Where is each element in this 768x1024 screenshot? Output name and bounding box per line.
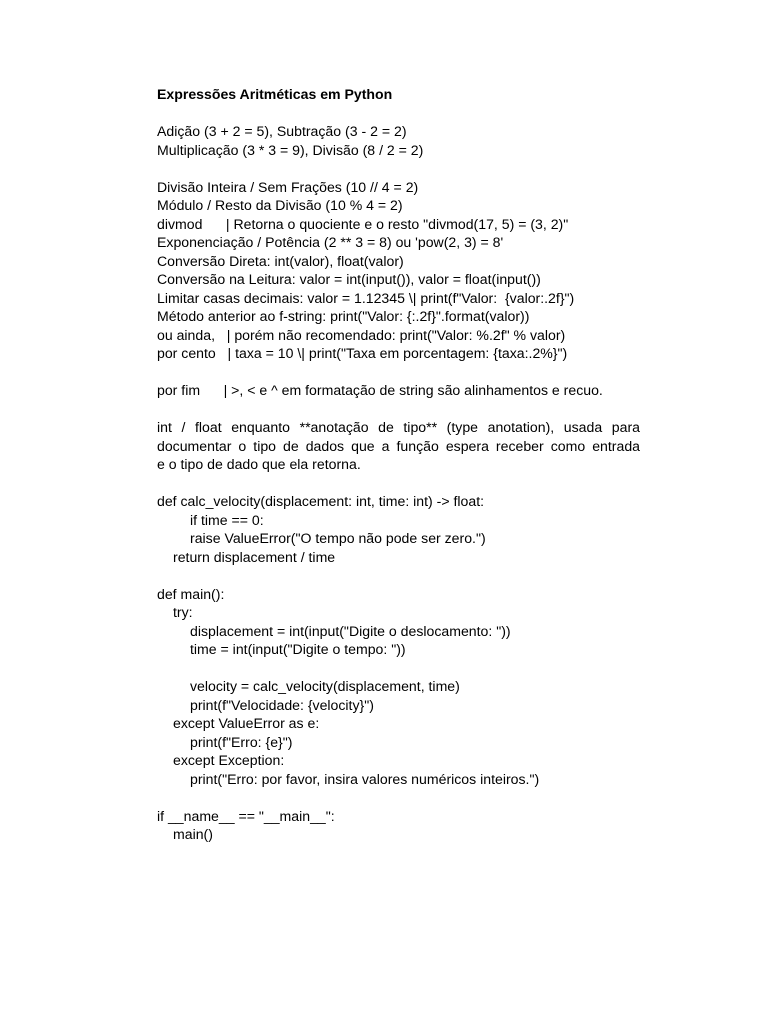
document-page — [157, 85, 640, 844]
code-line: time = int(input("Digite o tempo: ")) — [190, 641, 406, 657]
text-line: Conversão na Leitura: valor = int(input()), valor = float(input()) — [157, 271, 541, 287]
paragraph-line: documentar o tipo de dados que a função espera receber como entrada — [157, 437, 640, 454]
spacer — [157, 104, 640, 123]
text-line: Multiplicação (3 * 3 = 9), Divisão (8 / 2 = 2) — [157, 141, 424, 158]
text-line: Limitar casas decimais: valor = 1.12345 \| print(f"Valor: {valor:.2f}") — [157, 289, 575, 306]
code-line: except Exception: — [173, 752, 285, 768]
code-line: return displacement / time — [173, 548, 336, 565]
text-line: Divisão Inteira / Sem Frações (10 // 4 = 2) — [157, 178, 419, 195]
text-line: Módulo / Resto da Divisão (10 % 4 = 2) — [157, 197, 403, 213]
code-line: print(f"Velocidade: {velocity}") — [190, 696, 374, 713]
text-line: Método anterior ao f-string: print("Valor: {:.2f}".format(valor)) — [157, 308, 530, 324]
spacer — [157, 474, 640, 493]
spacer — [157, 659, 640, 678]
paragraph-line: e o tipo de dado que ela retorna. — [157, 456, 361, 472]
code-line: print(f"Erro: {e}") — [190, 733, 293, 750]
text-line: divmod | Retorna o quociente e o resto "divmod(17, 5) = (3, 2)" — [157, 215, 569, 232]
code-line: print("Erro: por favor, insira valores numéricos inteiros.") — [190, 770, 540, 787]
spacer — [157, 566, 640, 585]
code-line: main() — [173, 826, 213, 842]
text-line: ou ainda, | porém não recomendado: print("Valor: %.2f" % valor) — [157, 326, 566, 343]
code-line: try: — [173, 604, 193, 620]
code-line: raise ValueError("O tempo não pode ser zero.") — [190, 530, 486, 546]
spacer — [157, 159, 640, 178]
spacer — [157, 363, 640, 382]
code-line: if __name__ == "__main__": — [157, 807, 335, 824]
text-line: por cento | taxa = 10 \| print("Taxa em porcentagem: {taxa:.2%}") — [157, 345, 568, 361]
page-title: Expressões Aritméticas em Python — [157, 86, 393, 102]
spacer — [157, 788, 640, 807]
code-line: velocity = calc_velocity(displacement, time) — [190, 678, 460, 694]
text-line: Conversão Direta: int(valor), float(valor) — [157, 252, 404, 269]
text-line: por fim | >, < e ^ em formatação de string são alinhamentos e recuo. — [157, 382, 603, 398]
code-line: def calc_velocity(displacement: int, time: int) -> float: — [157, 493, 485, 509]
text-line: Adição (3 + 2 = 5), Subtração (3 - 2 = 2) — [157, 123, 407, 139]
spacer — [157, 400, 640, 419]
code-line: if time == 0: — [190, 511, 264, 528]
text-line: Exponenciação / Potência (2 ** 3 = 8) ou 'pow(2, 3) = 8' — [157, 234, 504, 250]
code-line: def main(): — [157, 585, 225, 602]
paragraph-line: int / float enquanto **anotação de tipo** (type anotation), usada para — [157, 419, 640, 435]
code-line: displacement = int(input("Digite o deslocamento: ")) — [190, 622, 511, 639]
code-line: except ValueError as e: — [173, 715, 320, 731]
